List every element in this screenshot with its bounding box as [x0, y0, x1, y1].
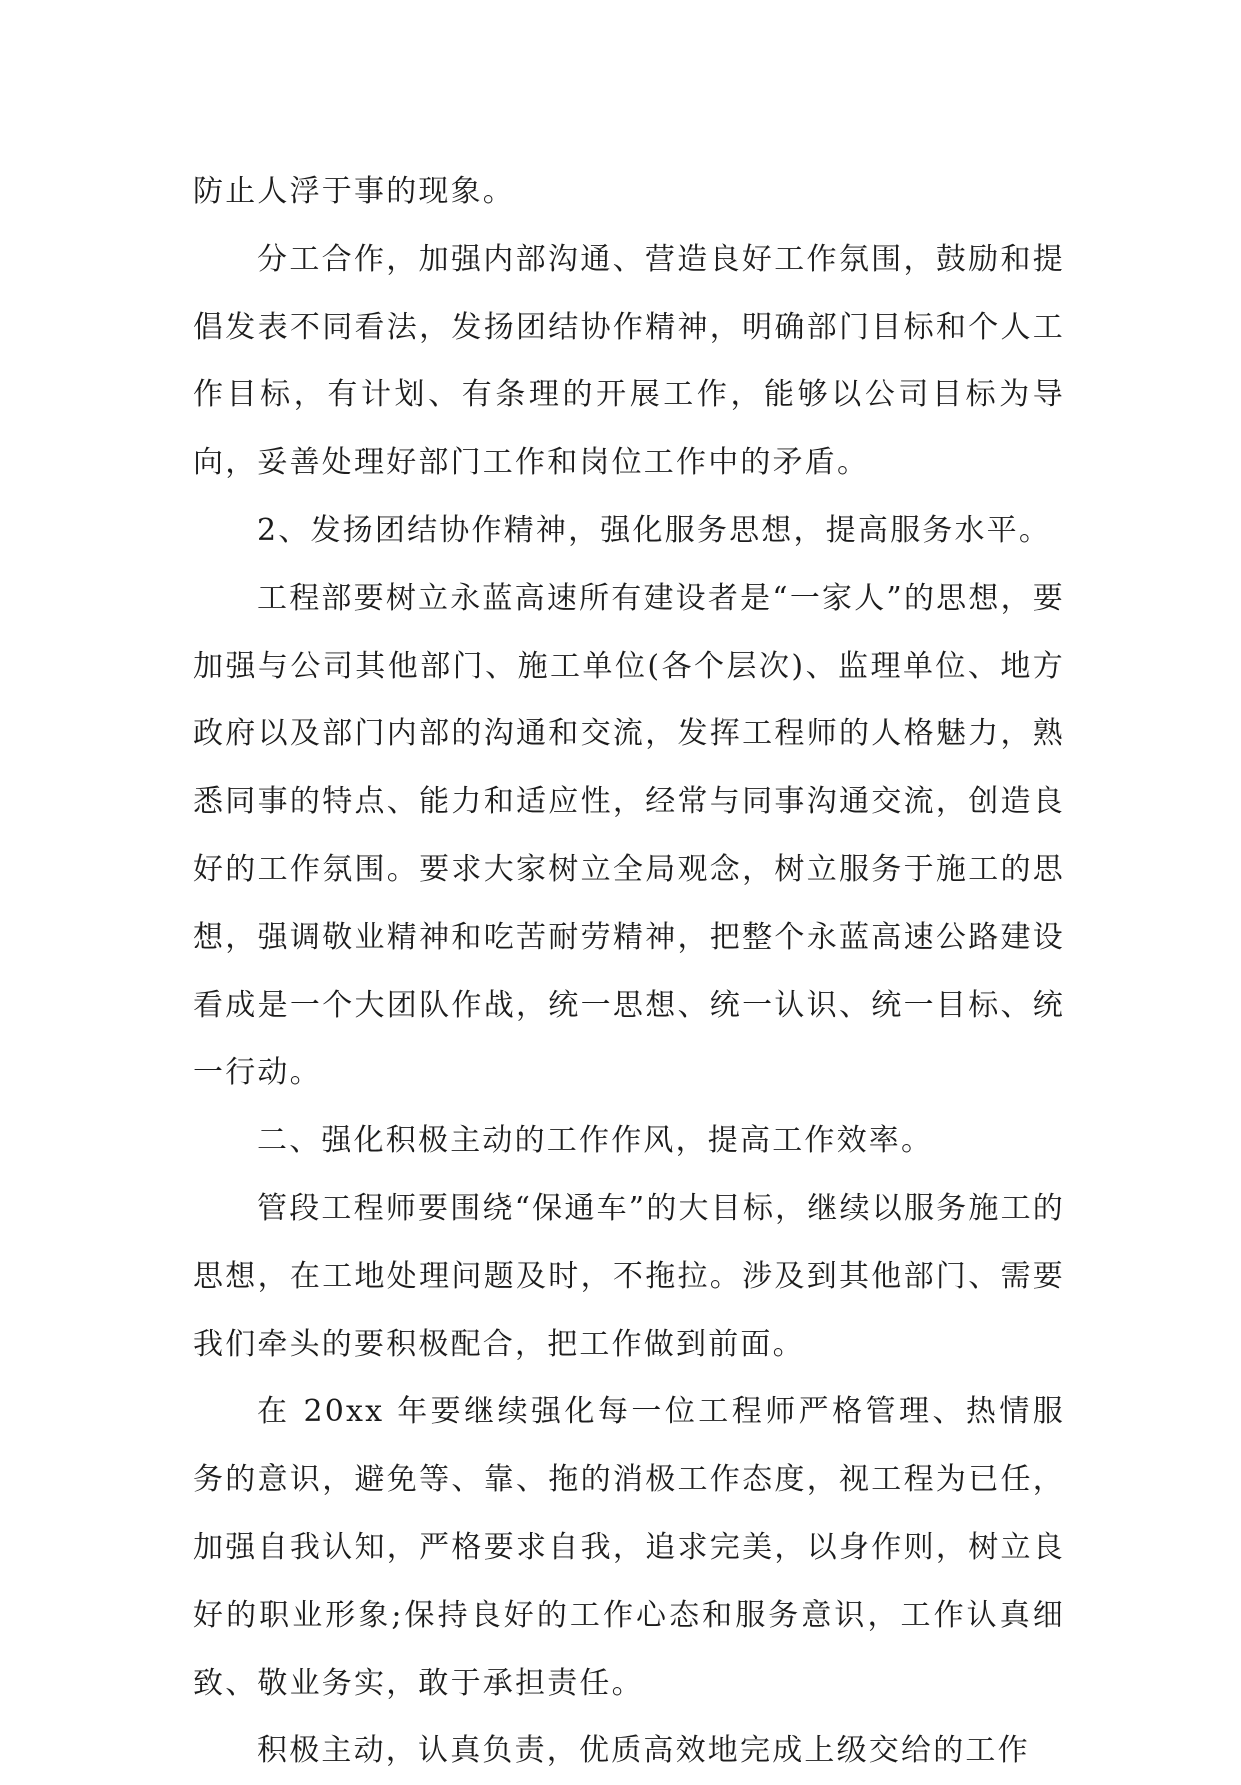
paragraph-5: 二、强化积极主动的工作作风，提高工作效率。 [257, 1123, 934, 1159]
paragraph-7: 在 20xx 年要继续强化每一位工程师严格管理、热情服务的意识，避免等、靠、拖的消极工作态度，视工程为已任，加强自我认知，严格要求自我，追求完美，以身作则，树立良好的职业形象;保持良好的工作心态和服务意识，工作认真细致、敬业务实，敢于承担责任。 [193, 1394, 1065, 1701]
paragraph-4: 工程部要树立永蓝高速所有建设者是“一家人”的思想，要加强与公司其他部门、施工单位(各个层次)、监理单位、地方政府以及部门内部的沟通和交流，发挥工程师的人格魅力，熟悉同事的特点、能力和适应性，经常与同事沟通交流，创造良好的工作氛围。要求大家树立全局观念，树立服务于施工的思想，强调敬业精神和吃苦耐劳精神，把整个永蓝高速公路建设看成是一个大团队作战，统一思想、统一认识、统一目标、统一行动。 [193, 580, 1065, 1091]
paragraph-3: 2、发扬团结协作精神，强化服务思想，提高服务水平。 [257, 512, 1052, 548]
paragraph-6: 管段工程师要围绕“保通车”的大目标，继续以服务施工的思想，在工地处理问题及时，不拖拉。涉及到其他部门、需要我们牵头的要积极配合，把工作做到前面。 [193, 1190, 1065, 1362]
paragraph-1: 防止人浮于事的现象。 [193, 174, 515, 209]
paragraph-8: 积极主动，认真负责，优质高效地完成上级交给的工作 [257, 1733, 1030, 1769]
document-body [193, 158, 1065, 1785]
paragraph-2: 分工合作，加强内部沟通、营造良好工作氛围，鼓励和提倡发表不同看法，发扬团结协作精神，明确部门目标和个人工作目标，有计划、有条理的开展工作，能够以公司目标为导向，妥善处理好部门工作和岗位工作中的矛盾。 [193, 241, 1065, 481]
